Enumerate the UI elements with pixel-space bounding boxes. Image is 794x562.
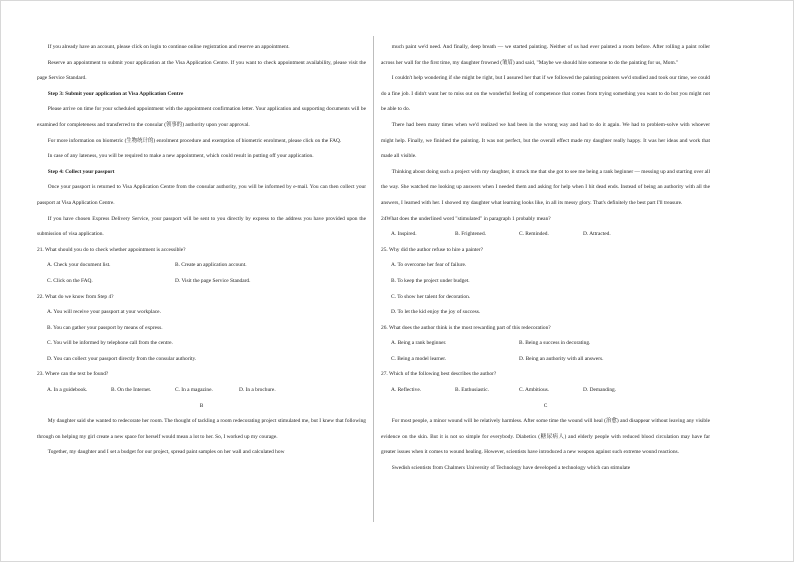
paragraph-budget: Together, my daughter and I set a budget for our project, spread paint samples on her wall and calculated how [47, 449, 285, 456]
paragraph-express: If you have chosen Express Delivery Service, your passport will be sent to you directly by express to the address you have provided upon the submission of visa application. [37, 215, 366, 238]
question-27-options [381, 383, 710, 399]
question-21: 21. What should you do to check whether appointment is accessible? [37, 246, 186, 253]
option-a: A. Check your document list. [47, 262, 111, 269]
question-26-options [381, 336, 710, 352]
option-a: A. Being a rank beginner. [391, 340, 447, 347]
column-divider [373, 36, 374, 522]
question-26: 26. What does the author think is the most rewarding part of this redecoration? [381, 324, 551, 331]
option-c: C. Ambitious. [519, 387, 550, 394]
paragraph-swedish: Swedish scientists from Chalmers University of Technology have developed a technology which can stimulate [391, 465, 631, 472]
paragraph-redecorate: My daughter said she wanted to redecorate her room. The thought of tackling a room redecorating project stimulated me, but I knew that following through on helping my girl create a new space for herself would mean a lot to her. So, I worked up my courage. [37, 418, 366, 440]
option-b: B. Create an application account. [175, 262, 247, 269]
paragraph-many-times: There had been many times when we'd realized we had been in the wrong way and had to do it again. We had to problem-solve with whoever might help. Finally, we finished the painting. It was not perfect, but the overall effect made my daughter really happy. It was her ideas and work that made all visible. [381, 121, 710, 160]
option-a: A. In a guidebook. [47, 387, 88, 394]
left-column [37, 40, 366, 461]
question-27: 27. Which of the following best describes the author? [381, 371, 497, 378]
question-22: 22. What do we know from Step 4? [37, 293, 114, 300]
option-b: B. Enthusiastic. [455, 387, 489, 394]
paragraph-reserve: Reserve an appointment to submit your application at the Visa Application Centre. If you want to check appointment availability, please visit the page Service Standard. [37, 59, 366, 82]
paragraph-painting: much paint we'd need. And finally, deep breath — we started painting. Neither of us had ever painted a room before. After rolling a paint roller across her wall for the first time, my daughter frowned (皱眉) and said, "Maybe we should hire someone to do the painting for us, Mom." [381, 44, 710, 66]
paragraph-arrive: Please arrive on time for your scheduled appointment with the appointment confirmation letter. Your application and supporting documents will be examined for completeness and transferred to the consular (领事的) authority upon your approval. [37, 106, 366, 128]
paragraph-wondering: I couldn't help wondering if she might be right, but I assured her that if we followed the painting pointers we'd studied and took our time, we could do a fine job. I didn't want her to miss out on the wonderful feeling of competence that comes from trying something you want to do but you might not be able to do. [381, 75, 710, 113]
option-c: C. You will be informed by telephone call from the centre. [47, 340, 173, 347]
option-b: B. You can gather your passport by means of express. [47, 324, 163, 331]
option-d: D. To let the kid enjoy the joy of success. [391, 309, 481, 316]
option-d: D. You can collect your passport directly from the consular authority. [47, 355, 197, 362]
option-d: D. Being an authority with all answers. [519, 355, 604, 362]
option-d: D. Demanding. [583, 387, 617, 394]
option-d: D. In a brochure. [239, 387, 276, 394]
question-23-options [37, 383, 366, 399]
option-d: D. Visit the page Service Standard. [175, 277, 251, 284]
question-25: 25. Why did the author refuse to hire a painter? [381, 246, 483, 253]
question-26-options-2 [381, 352, 710, 368]
option-b: B. To keep the project under budget. [391, 277, 470, 284]
paragraph-lateness: In case of any lateness, you will be required to make a new appointment, which could result in putting off your application. [47, 153, 314, 160]
option-a: A. You will receive your passport at your workplace. [47, 309, 161, 316]
question-21-options-2 [37, 274, 366, 290]
heading-step3: Step 3: Submit your application at Visa Application Centre [47, 90, 184, 97]
option-c: C. Being a model learner. [391, 355, 447, 362]
paragraph-wound: For most people, a minor wound will be relatively harmless. After some time the wound will heal (治愈) and disappear without leaving any visible evidence on the skin. But it is not so simple for everybody. Diabetics (糖尿病人) and elderly people with reduced blood circulation may have far greater issues when it comes to wound healing. However, scientists have introduced a new weapon against such extreme wound reactions. [381, 418, 710, 456]
option-c: C. In a magazine. [175, 387, 213, 394]
option-c: C. To show her talent for decoration. [391, 293, 471, 300]
paragraph-thinking: Thinking about doing such a project with my daughter, it struck me that she got to see me being a rank beginner — messing up and starting over all the way. She watched me looking up answers when I needed them and asking for help when I hit dead ends. Instead of being an authority with all the answers, I learned with her. I showed my daughter what learning looks like, in all its messy glory. That's definitely the best part I'll treasure. [381, 168, 711, 206]
paragraph-login: If you already have an account, please click on login to continue online registration and reserve an appointment. [47, 44, 290, 50]
question-21-options [37, 258, 366, 274]
option-b: B. Being a success in decorating. [519, 340, 591, 347]
option-c: C. Reminded. [519, 231, 549, 238]
option-b: B. Frightened. [455, 231, 486, 238]
option-b: B. On the Internet. [111, 387, 152, 394]
question-24: 24What does the underlined word "stimulated" in paragraph 1 probably mean? [381, 215, 551, 222]
section-b-label: B [199, 402, 204, 409]
paragraph-biometric: For more information on biometric (生物统计的) enrolment procedure and exemption of biometric enrolment, please click on the FAQ. [47, 137, 342, 144]
heading-step4: Step 4: Collect your passport [47, 168, 115, 175]
option-a: A. Reflective. [391, 387, 422, 394]
option-d: D. Attracted. [583, 231, 611, 238]
section-c-label: C [543, 402, 548, 409]
option-a: A. To overcome her fear of failure. [391, 262, 467, 269]
paragraph-returned: Once your passport is returned to Visa Application Centre from the consular authority, you will be informed by e-mail. You can then collect your passport at Visa Application Centre. [37, 184, 366, 206]
question-23: 23. Where can the text be found? [37, 371, 109, 378]
right-column [381, 40, 710, 477]
option-a: A. Inspired. [391, 231, 417, 238]
option-c: C. Click on the FAQ. [47, 277, 93, 284]
question-24-options [381, 227, 710, 243]
